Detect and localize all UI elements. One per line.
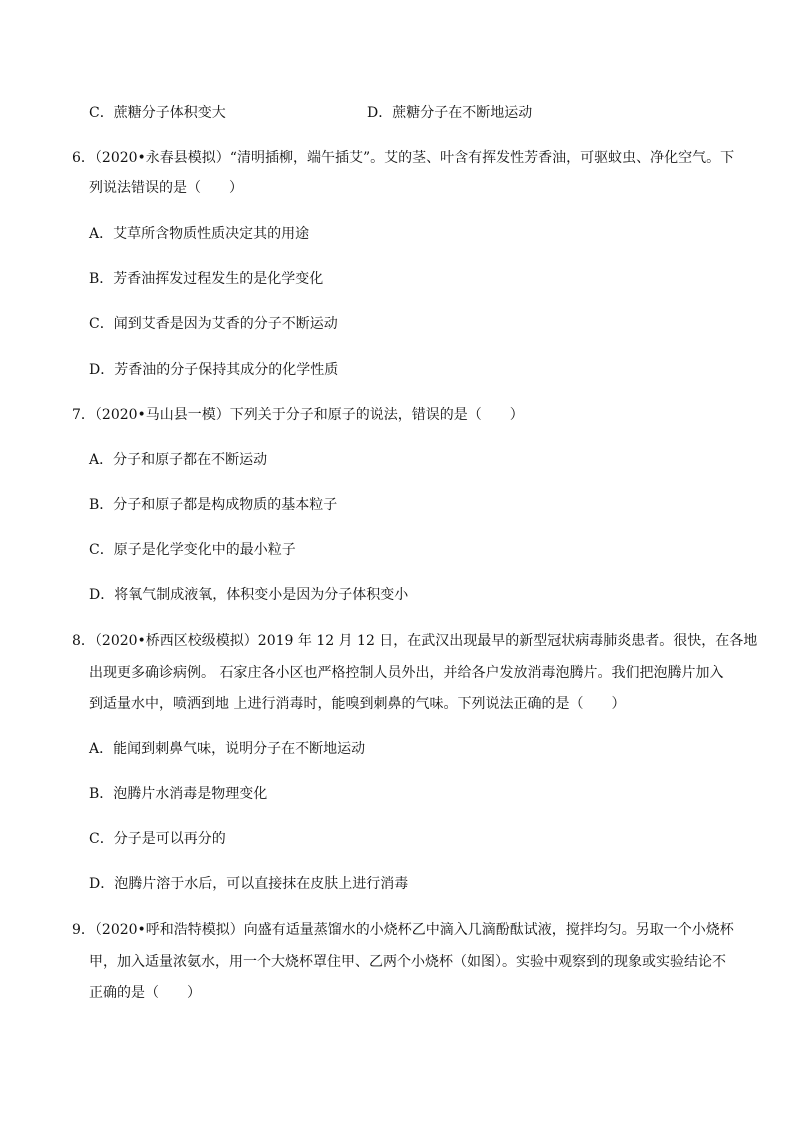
q8-stem-line-1: 8．（2020•桥西区校级模拟）2019 年 12 月 12 日，在武汉出现最早的新型冠状病毒肺炎患者。很快，在各地 bbox=[72, 633, 758, 649]
q7-option-a: A．分子和原子都在不断运动 bbox=[89, 452, 268, 468]
q6-option-d: D．芳香油的分子保持其成分的化学性质 bbox=[89, 362, 339, 378]
q6-stem-line-1: 6．（2020•永春县模拟）“清明插柳，端午插艾”。艾的茎、叶含有挥发性芳香油，可驱蚊虫、净化空气。下 bbox=[72, 150, 735, 166]
q8-option-a: A．能闻到刺鼻气味，说明分子在不断地运动 bbox=[89, 741, 366, 757]
q8-stem-line-3: 到适量水中，喷洒到地 上进行消毒时，能嗅到刺鼻的气味。下列说法正确的是（ ） bbox=[89, 696, 626, 712]
q9-stem-line-2: 甲，加入适量浓氨水，用一个大烧杯罩住甲、乙两个小烧杯（如图）。实验中观察到的现象或实验结论不 bbox=[89, 954, 726, 970]
q7-stem-line-1: 7．（2020•马山县一模）下列关于分子和原子的说法，错误的是（ ） bbox=[72, 407, 524, 423]
q7-option-d: D．将氧气制成液氧，体积变小是因为分子体积变小 bbox=[89, 587, 409, 603]
q8-option-c: C．分子是可以再分的 bbox=[89, 831, 226, 847]
q9-stem-line-1: 9．（2020•呼和浩特模拟）向盛有适量蒸馏水的小烧杯乙中滴入几滴酚酞试液，搅拌均匀。另取一个小烧杯 bbox=[72, 922, 734, 938]
q7-option-b: B．分子和原子都是构成物质的基本粒子 bbox=[89, 497, 338, 513]
q6-option-b: B．芳香油挥发过程发生的是化学变化 bbox=[89, 271, 324, 287]
q7-option-c: C．原子是化学变化中的最小粒子 bbox=[89, 542, 296, 558]
q9-stem-line-3: 正确的是（ ） bbox=[89, 985, 201, 1001]
q8-option-d: D．泡腾片溶于水后，可以直接抹在皮肤上进行消毒 bbox=[89, 876, 409, 892]
q6-stem-line-2: 列说法错误的是（ ） bbox=[89, 180, 243, 196]
q6-option-a: A．艾草所含物质性质决定其的用途 bbox=[89, 226, 310, 242]
q6-option-c: C．闻到艾香是因为艾香的分子不断运动 bbox=[89, 316, 338, 332]
q5-option-d: D．蔗糖分子在不断地运动 bbox=[367, 105, 533, 121]
q8-option-b: B．泡腾片水消毒是物理变化 bbox=[89, 786, 268, 802]
q8-stem-line-2: 出现更多确诊病例。 石家庄各小区也严格控制人员外出，并给各户发放消毒泡腾片。我们把泡腾片加入 bbox=[89, 665, 724, 681]
q5-option-c: C．蔗糖分子体积变大 bbox=[89, 105, 226, 121]
